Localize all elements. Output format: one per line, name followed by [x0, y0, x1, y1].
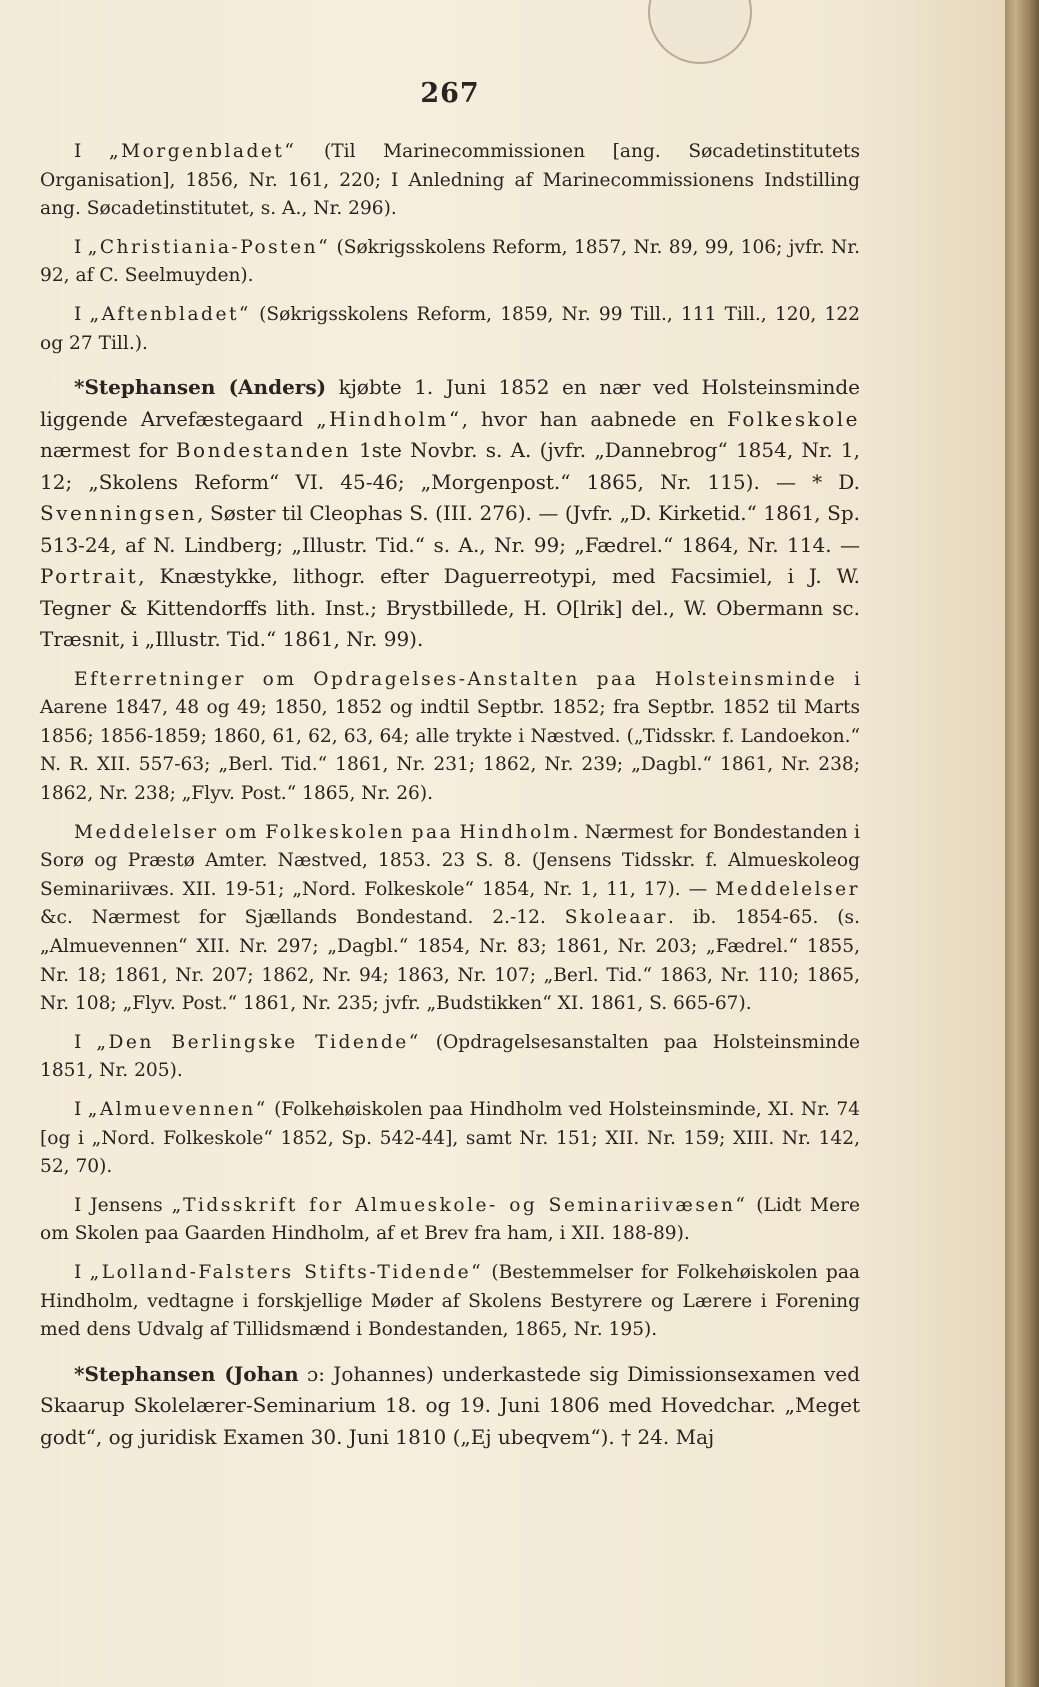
text-run: i Aarene 1847, 48 og 49; 1850, 1852 og indtil Septbr. 1852; fra Septbr. 1852 til Marts 1856; 1856-1859; 1860, 61, 62, 63, 64; alle trykte i Næstved. („Tidsskr. f. Landoekon.“ N. R. XII. 557-63; „Berl. Tid.“ 1861, Nr. 231; 1862, Nr. 239; „Dagbl.“ 1861, Nr. 238; 1862, Nr. 238; „Flyv. Post.“ 1865, Nr. 26).: [40, 668, 861, 805]
entry-headword: *Stephansen (Johan: [74, 1361, 299, 1386]
paragraph: [40, 1029, 860, 1086]
paragraph: [40, 138, 860, 224]
spaced-title: om: [262, 668, 297, 690]
page-text: [40, 138, 860, 1463]
spaced-title: Skoleaar: [564, 907, 668, 929]
paragraph: [40, 372, 860, 656]
spaced-title: Meddelelser: [715, 878, 860, 900]
text-run: nærmest for: [40, 438, 176, 463]
spaced-title: „Aftenbladet“: [89, 303, 251, 325]
paragraph: [40, 1259, 860, 1345]
spaced-title: Folkeskole: [727, 406, 860, 431]
spaced-title: paa: [596, 668, 639, 690]
text-run: ɔ: Johannes) underkastede sig Dimissionsexamen ved Skaarup Skolelærer-Seminarium 18. og 19. Juni 1806 med Hovedchar. „Meget godt“, og juridisk Examen 30. Juni 1810 („Ej ubeqvem“). † 24. Maj: [40, 1361, 860, 1449]
text-run: I: [74, 1261, 90, 1283]
spaced-title: paa: [411, 821, 454, 843]
text-run: , hvor han aabnede en: [461, 406, 728, 431]
text-run: (Til Marinecommissionen [ang. Søcadetinstitutets Organisation], 1856, Nr. 161, 220; I Anledning af Marinecommissionens Indstilling ang. Søcadetinstitutet, s. A., Nr. 296).: [40, 141, 860, 220]
spaced-title: Meddelelser: [74, 821, 219, 843]
text-run: [246, 669, 263, 690]
spaced-title: Opdragelses-Anstalten: [313, 668, 580, 690]
text-run: . Nærmest for Bondestanden i Sorø og Præstø Amter. Næstved, 1853. 23 S. 8. (Jensens Tidsskr. f. Almueskoleog Seminariivæs. XII. 19-51; „Nord. Folkeskole“ 1854, Nr. 1, 11, 17). —: [40, 821, 860, 900]
spaced-title: „Lolland-Falsters Stifts-Tidende“: [89, 1261, 484, 1283]
page-number: 267: [420, 78, 480, 109]
paragraph: [40, 819, 860, 1019]
paragraph: [40, 1192, 860, 1249]
text-run: I: [74, 236, 88, 258]
paragraph: [40, 1096, 860, 1182]
spaced-title: „Almuevennen“: [87, 1098, 268, 1120]
text-run: (Søkrigsskolens Reform, 1857, Nr. 89, 99, 106; jvfr. Nr. 92, af C. Seelmuyden).: [40, 236, 860, 287]
spaced-title: Hindholm: [459, 821, 573, 843]
spaced-title: „Morgenbladet“: [108, 141, 297, 162]
paper-hole: [648, 0, 752, 64]
text-run: I Jensens: [74, 1194, 172, 1216]
text-run: , Knæstykke, lithogr. efter Daguerreotypi, med Facsimiel, i J. W. Tegner & Kittendorffs lith. Inst.; Brystbillede, H. O[lrik] del., W. Obermann sc. Træsnit, i „Illustr. Tid.“ 1861, Nr. 99).: [40, 564, 860, 652]
text-run: [296, 669, 313, 690]
spaced-title: Portrait: [40, 564, 139, 589]
paragraph: [40, 666, 860, 809]
spaced-title: Bondestanden: [175, 438, 351, 463]
text-run: (Søkrigsskolens Reform, 1859, Nr. 99 Till., 111 Till., 120, 122 og 27 Till.).: [40, 303, 860, 354]
spaced-title: „Hindholm“: [316, 406, 462, 431]
spaced-title: „Christiania-Posten“: [87, 236, 331, 258]
text-run: , Søster til Cleophas S. (III. 276). — (Jvfr. „D. Kirketid.“ 1861, Sp. 513-24, af N. Lindberg; „Illustr. Tid.“ s. A., Nr. 99; „Fædrel.“ 1864, Nr. 114. —: [40, 501, 860, 557]
spaced-title: Efterretninger: [74, 668, 246, 690]
text-run: (Folkehøiskolen paa Hindholm ved Holsteinsminde, XI. Nr. 74 [og i „Nord. Folkeskole“ 1852, Sp. 542-44], samt Nr. 151; XII. Nr. 159; XIII. Nr. 142, 52, 70).: [40, 1098, 860, 1178]
text-run: [580, 669, 597, 690]
text-run: [638, 669, 655, 690]
text-run: I: [74, 303, 90, 325]
paragraph: [40, 1359, 860, 1454]
text-run: 1ste Novbr. s. A. (jvfr. „Dannebrog“ 1854, Nr. 1, 12; „Skolens Reform“ VI. 45-46; „Morgenpost.“ 1865, Nr. 115). — * D.: [40, 438, 861, 494]
spaced-title: om: [225, 821, 259, 843]
spaced-title: Holsteinsminde: [655, 668, 838, 690]
text-run: I: [74, 141, 109, 162]
text-run: . ib. 1854-65. (s. „Almuevennen“ XII. Nr. 297; „Dagbl.“ 1854, Nr. 83; 1861, Nr. 203; „Fædrel.“ 1855, Nr. 18; 1861, Nr. 207; 1862, Nr. 94; 1863, Nr. 107; „Berl. Tid.“ 1863, Nr. 110; 1865, Nr. 108; „Flyv. Post.“ 1861, Nr. 235; jvfr. „Budstikken“ XI. 1861, S. 665-67).: [40, 907, 861, 1015]
spaced-title: „Den Berlingske Tidende“: [96, 1031, 421, 1053]
text-run: I: [74, 1098, 88, 1120]
text-run: (Lidt Mere om Skolen paa Gaarden Hindholm, af et Brev fra ham, i XII. 188-89).: [40, 1194, 860, 1245]
spaced-title: Folkeskolen: [265, 821, 406, 843]
text-run: &c. Nærmest for Sjællands Bondestand. 2.-12.: [40, 907, 565, 929]
book-edge: [1005, 0, 1039, 1687]
entry-headword: *Stephansen (Anders): [74, 375, 327, 400]
text-run: (Opdragelsesanstalten paa Holsteinsminde 1851, Nr. 205).: [40, 1031, 861, 1082]
paragraph: [40, 301, 860, 358]
spaced-title: Svenningsen: [40, 501, 198, 526]
text-run: kjøbte 1. Juni 1852 en nær ved Holsteinsminde liggende Arvefæstegaard: [40, 375, 860, 431]
paragraph: [40, 234, 860, 291]
spaced-title: „Tidsskrift for Almueskole- og Seminariivæsen“: [171, 1194, 748, 1216]
text-run: (Bestemmelser for Folkehøiskolen paa Hindholm, vedtagne i forskjellige Møder af Skolens Bestyrere og Lærere i Forening med dens Udvalg af Tillidsmænd i Bondestanden, 1865, Nr. 195).: [40, 1261, 860, 1341]
text-run: I: [74, 1031, 97, 1053]
